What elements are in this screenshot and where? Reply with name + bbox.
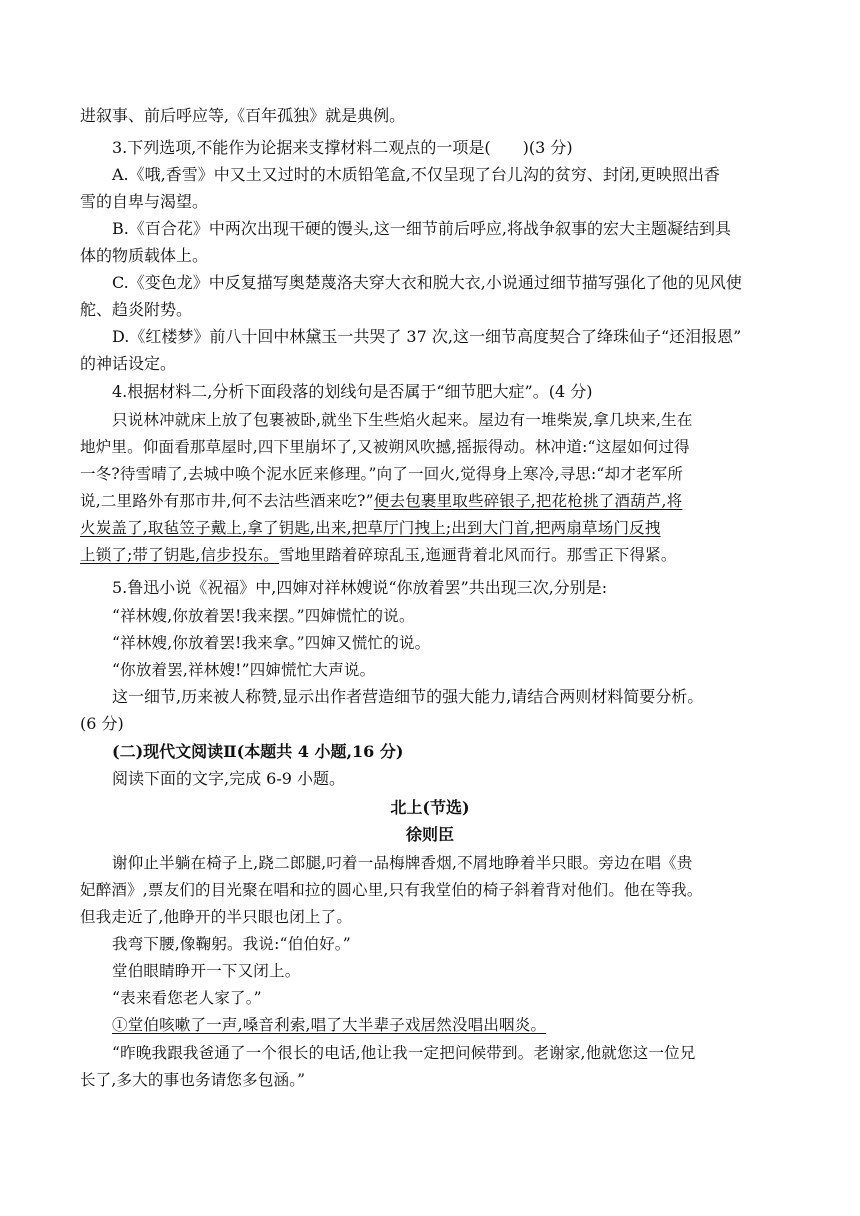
question-5-prompt: 这一细节,历来被人称赞,显示出作者营造细节的强大能力,请结合两则材料简要分析。	[112, 687, 704, 706]
quote-line: “祥林嫂,你放着罢!我来摆。”四婶慌忙的说。	[112, 607, 415, 625]
text-line: 进叙事、前后呼应等,《百年孤独》就是典例。	[80, 106, 406, 125]
option-c-line2: 舵、趋炎附势。	[80, 300, 193, 319]
score-note: (6 分)	[80, 714, 124, 733]
reading-instruction: 阅读下面的文字,完成 6-9 小题。	[112, 769, 346, 788]
excerpt-line	[80, 543, 784, 567]
article-line: 妃醉酒》,票友们的目光聚在唱和拉的圆心里,只有我堂伯的椅子斜着背对他们。他在等我。	[80, 881, 703, 899]
excerpt-text: 雪地里踏着碎琼乱玉,迤逦背着北风而行。那雪正下得紧。	[278, 546, 677, 564]
excerpt-line: 地炉里。仰面看那草屋时,四下里崩坏了,又被朔风吹撼,摇振得动。林冲道:“这屋如何过得	[80, 438, 690, 456]
article-line: “昨晚我跟我爸通了一个很长的电话,他让我一定把问候带到。老谢家,他就您这一位兄	[112, 1044, 696, 1062]
section-heading: (二)现代文阅读Ⅱ(本题共 4 小题,16 分)	[112, 742, 404, 761]
article-line: 但我走近了,他睁开的半只眼也闭上了。	[80, 908, 353, 926]
question-4-stem: 4.根据材料二,分析下面段落的划线句是否属于“细节肥大症”。(4 分)	[112, 382, 593, 401]
question-3-stem: 3.下列选项,不能作为论据来支撑材料二观点的一项是( )(3 分)	[112, 138, 573, 157]
underlined-sentence: 火炭盖了,取毡笠子戴上,拿了钥匙,出来,把草厅门拽上;出到大门首,把两扇草场门反拽	[80, 519, 661, 537]
excerpt-line	[80, 489, 784, 513]
underlined-sentence: 便去包裹里取些碎银子,把花枪挑了酒葫芦,将	[373, 492, 683, 510]
option-a-line1: A.《哦,香雪》中又土又过时的木质铅笔盒,不仅呈现了台儿沟的贫穷、封闭,更映照出香	[112, 165, 720, 184]
excerpt-line: 只说林冲就床上放了包裹被卧,就坐下生些焰火起来。屋边有一堆柴炭,拿几块来,生在	[112, 411, 693, 429]
option-d-line2: 的神话设定。	[80, 354, 177, 373]
quote-line: “祥林嫂,你放着罢!我来拿。”四婶又慌忙的说。	[112, 634, 431, 652]
option-a-line2: 雪的自卑与渴望。	[80, 192, 209, 211]
underlined-sentence: 上锁了;带了钥匙,信步投东。	[80, 546, 279, 564]
option-d-line1: D.《红楼梦》前八十回中林黛玉一共哭了 37 次,这一细节高度契合了绛珠仙子“还泪报恩”	[112, 327, 742, 346]
article-line: 堂伯眼睛睁开一下又闭上。	[112, 962, 301, 980]
excerpt-text: 说,二里路外有那市井,何不去沽些酒来吃?”	[80, 492, 374, 510]
excerpt-line: 一冬?待雪晴了,去城中唤个泥水匠来修理。”向了一回火,觉得身上寒冷,寻思:“却才老军所	[80, 465, 684, 483]
article-line: “表来看您老人家了。”	[112, 989, 262, 1007]
article-line: 谢仰止半躺在椅子上,跷二郎腿,叼着一品梅牌香烟,不屑地睁着半只眼。旁边在唱《贵	[112, 854, 693, 872]
quote-line: “你放着罢,祥林嫂!”四婶慌忙大声说。	[112, 661, 376, 679]
article-line: 长了,多大的事也务请您多包涵。”	[80, 1071, 306, 1089]
question-5-stem: 5.鲁迅小说《祝福》中,四婶对祥林嫂说“你放着罢”共出现三次,分别是:	[112, 578, 608, 597]
option-b-line1: B.《百合花》中两次出现干硬的馒头,这一细节前后呼应,将战争叙事的宏大主题凝结到具	[112, 219, 732, 238]
article-line: 我弯下腰,像鞠躬。我说:“伯伯好。”	[112, 935, 351, 953]
article-title: 北上(节选)	[390, 798, 470, 817]
underlined-sentence-1: ①堂伯咳嗽了一声,嗓音利索,唱了大半辈子戏居然没唱出咽炎。	[112, 1016, 547, 1034]
option-b-line2: 体的物质载体上。	[80, 246, 209, 265]
option-c-line1: C.《变色龙》中反复描写奥楚蔑洛夫穿大衣和脱大衣,小说通过细节描写强化了他的见风使	[112, 273, 742, 292]
article-author: 徐则臣	[405, 825, 454, 844]
